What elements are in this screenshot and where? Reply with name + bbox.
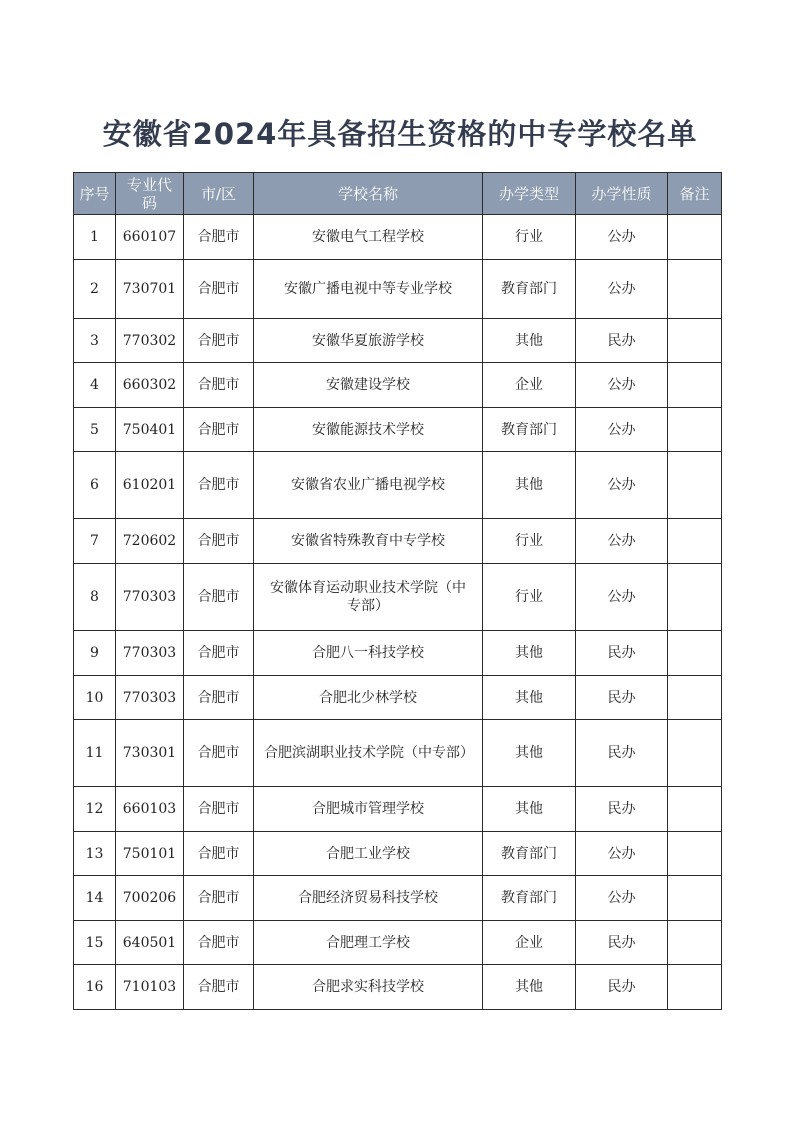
row-school-name: 安徽华夏旅游学校 <box>254 319 483 363</box>
row-type: 行业 <box>483 564 576 631</box>
table-row <box>74 319 722 363</box>
row-note <box>668 408 722 452</box>
table-row <box>74 720 722 787</box>
row-nature: 公办 <box>576 408 668 452</box>
row-no: 7 <box>74 519 116 564</box>
row-note <box>668 676 722 720</box>
row-no: 11 <box>74 720 116 787</box>
row-no: 16 <box>74 965 116 1010</box>
row-school-name: 安徽省农业广播电视学校 <box>254 452 483 519</box>
row-type: 企业 <box>483 363 576 408</box>
row-no: 14 <box>74 876 116 921</box>
row-school-name: 安徽广播电视中等专业学校 <box>254 260 483 319</box>
row-type: 其他 <box>483 965 576 1010</box>
row-note <box>668 319 722 363</box>
table-row <box>74 564 722 631</box>
row-nature: 公办 <box>576 215 668 260</box>
row-type: 其他 <box>483 720 576 787</box>
row-note <box>668 921 722 965</box>
row-no: 9 <box>74 631 116 676</box>
row-city: 合肥市 <box>184 720 254 787</box>
table-header-row <box>74 173 722 215</box>
table-row <box>74 921 722 965</box>
row-type: 其他 <box>483 319 576 363</box>
row-note <box>668 832 722 876</box>
table-row <box>74 676 722 720</box>
row-code: 640501 <box>116 921 184 965</box>
row-type: 其他 <box>483 676 576 720</box>
table-row <box>74 408 722 452</box>
row-school-name: 安徽能源技术学校 <box>254 408 483 452</box>
row-city: 合肥市 <box>184 260 254 319</box>
row-code: 720602 <box>116 519 184 564</box>
row-no: 5 <box>74 408 116 452</box>
row-note <box>668 631 722 676</box>
row-no: 3 <box>74 319 116 363</box>
header-no: 序号 <box>74 173 116 215</box>
row-city: 合肥市 <box>184 965 254 1010</box>
row-code: 660107 <box>116 215 184 260</box>
table-body <box>74 215 722 1010</box>
row-no: 2 <box>74 260 116 319</box>
row-type: 教育部门 <box>483 832 576 876</box>
row-city: 合肥市 <box>184 319 254 363</box>
row-city: 合肥市 <box>184 876 254 921</box>
row-nature: 民办 <box>576 631 668 676</box>
row-note <box>668 260 722 319</box>
row-note <box>668 215 722 260</box>
row-school-name: 安徽体育运动职业技术学院（中专部） <box>254 564 483 631</box>
row-type: 行业 <box>483 519 576 564</box>
row-type: 企业 <box>483 921 576 965</box>
row-nature: 公办 <box>576 363 668 408</box>
row-school-name: 合肥北少林学校 <box>254 676 483 720</box>
row-code: 770303 <box>116 564 184 631</box>
row-type: 教育部门 <box>483 408 576 452</box>
row-school-name: 合肥城市管理学校 <box>254 787 483 832</box>
table-row <box>74 832 722 876</box>
row-type: 教育部门 <box>483 260 576 319</box>
row-nature: 民办 <box>576 720 668 787</box>
row-city: 合肥市 <box>184 519 254 564</box>
row-city: 合肥市 <box>184 215 254 260</box>
row-code: 700206 <box>116 876 184 921</box>
row-nature: 民办 <box>576 921 668 965</box>
row-note <box>668 787 722 832</box>
table-row <box>74 363 722 408</box>
row-nature: 公办 <box>576 876 668 921</box>
row-note <box>668 519 722 564</box>
row-nature: 公办 <box>576 519 668 564</box>
row-no: 10 <box>74 676 116 720</box>
row-school-name: 合肥求实科技学校 <box>254 965 483 1010</box>
row-no: 1 <box>74 215 116 260</box>
row-school-name: 合肥八一科技学校 <box>254 631 483 676</box>
row-nature: 公办 <box>576 260 668 319</box>
row-nature: 公办 <box>576 564 668 631</box>
header-nature: 办学性质 <box>576 173 668 215</box>
row-nature: 民办 <box>576 787 668 832</box>
row-nature: 民办 <box>576 676 668 720</box>
row-type: 教育部门 <box>483 876 576 921</box>
row-school-name: 安徽电气工程学校 <box>254 215 483 260</box>
row-city: 合肥市 <box>184 564 254 631</box>
row-no: 8 <box>74 564 116 631</box>
row-city: 合肥市 <box>184 676 254 720</box>
row-city: 合肥市 <box>184 363 254 408</box>
row-no: 15 <box>74 921 116 965</box>
row-nature: 民办 <box>576 319 668 363</box>
header-name: 学校名称 <box>254 173 483 215</box>
table-row <box>74 876 722 921</box>
row-nature: 公办 <box>576 832 668 876</box>
row-city: 合肥市 <box>184 408 254 452</box>
school-list-table <box>73 172 722 1010</box>
page-title: 安徽省2024年具备招生资格的中专学校名单 <box>102 117 698 151</box>
row-type: 其他 <box>483 452 576 519</box>
header-city: 市/区 <box>184 173 254 215</box>
table-row <box>74 965 722 1010</box>
row-note <box>668 564 722 631</box>
row-type: 其他 <box>483 787 576 832</box>
row-code: 660302 <box>116 363 184 408</box>
table-row <box>74 260 722 319</box>
row-code: 750401 <box>116 408 184 452</box>
row-no: 4 <box>74 363 116 408</box>
row-code: 770303 <box>116 676 184 720</box>
header-type: 办学类型 <box>483 173 576 215</box>
row-note <box>668 965 722 1010</box>
row-code: 660103 <box>116 787 184 832</box>
row-school-name: 安徽省特殊教育中专学校 <box>254 519 483 564</box>
row-school-name: 合肥工业学校 <box>254 832 483 876</box>
row-school-name: 合肥滨湖职业技术学院（中专部） <box>254 720 483 787</box>
row-no: 12 <box>74 787 116 832</box>
row-note <box>668 876 722 921</box>
header-code: 专业代码 <box>116 173 184 215</box>
row-school-name: 合肥经济贸易科技学校 <box>254 876 483 921</box>
row-code: 730701 <box>116 260 184 319</box>
row-note <box>668 720 722 787</box>
row-no: 6 <box>74 452 116 519</box>
row-nature: 公办 <box>576 452 668 519</box>
header-note: 备注 <box>668 173 722 215</box>
row-city: 合肥市 <box>184 631 254 676</box>
row-code: 730301 <box>116 720 184 787</box>
row-city: 合肥市 <box>184 452 254 519</box>
row-code: 610201 <box>116 452 184 519</box>
table-row <box>74 519 722 564</box>
row-code: 710103 <box>116 965 184 1010</box>
row-city: 合肥市 <box>184 832 254 876</box>
table-row <box>74 631 722 676</box>
row-code: 750101 <box>116 832 184 876</box>
row-note <box>668 452 722 519</box>
row-type: 其他 <box>483 631 576 676</box>
row-code: 770303 <box>116 631 184 676</box>
row-no: 13 <box>74 832 116 876</box>
table-row <box>74 787 722 832</box>
row-school-name: 合肥理工学校 <box>254 921 483 965</box>
row-note <box>668 363 722 408</box>
table-row <box>74 452 722 519</box>
row-city: 合肥市 <box>184 921 254 965</box>
row-type: 行业 <box>483 215 576 260</box>
row-code: 770302 <box>116 319 184 363</box>
row-school-name: 安徽建设学校 <box>254 363 483 408</box>
row-city: 合肥市 <box>184 787 254 832</box>
row-nature: 民办 <box>576 965 668 1010</box>
table-row <box>74 215 722 260</box>
